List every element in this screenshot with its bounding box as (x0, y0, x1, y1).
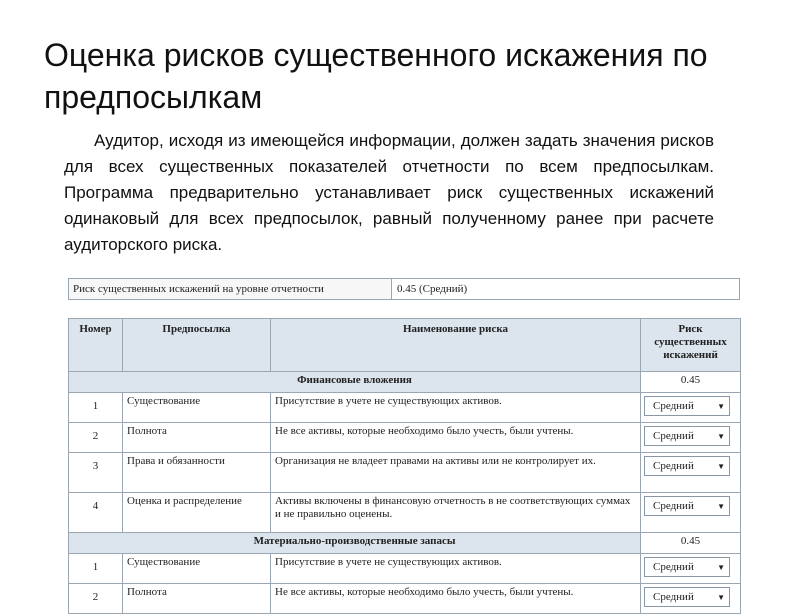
row-premise: Оценка и распределение (123, 493, 271, 533)
risk-level-value: Средний (653, 590, 694, 603)
row-num: 1 (69, 554, 123, 584)
row-premise: Полнота (123, 423, 271, 453)
risk-form-screenshot (68, 278, 740, 603)
table-row (69, 423, 741, 453)
header-num: Номер (69, 319, 123, 372)
chevron-down-icon: ▼ (717, 401, 725, 411)
risk-level-value: Средний (653, 399, 694, 412)
group-name: Материально-производственные запасы (69, 533, 641, 554)
chevron-down-icon: ▼ (717, 431, 725, 441)
header-premise: Предпосылка (123, 319, 271, 372)
summary-label: Риск существенных искажений на уровне отчетности (69, 279, 392, 299)
group-name: Финансовые вложения (69, 372, 641, 393)
group-value: 0.45 (641, 372, 741, 393)
row-risk-name: Присутствие в учете не существующих активов. (271, 554, 641, 584)
risk-level-value: Средний (653, 560, 694, 573)
chevron-down-icon: ▼ (717, 562, 725, 572)
row-num: 2 (69, 584, 123, 614)
row-risk-name: Не все активы, которые необходимо было учесть, были учтены. (271, 584, 641, 614)
row-risk-name: Присутствие в учете не существующих активов. (271, 393, 641, 423)
risk-level-value: Средний (653, 459, 694, 472)
summary-value: 0.45 (Средний) (397, 283, 468, 295)
intro-paragraph: Аудитор, исходя из имеющейся информации, должен задать значения рисков для всех существенных показателей отчетности по всем предпосылкам. Программа предварительно устанавливает риск существенных искажений одинаковый для всех предпосылок, равный полученному ранее при расчете аудиторского риска. (64, 131, 714, 254)
group-row (69, 533, 741, 554)
row-num: 1 (69, 393, 123, 423)
row-premise: Существование (123, 554, 271, 584)
chevron-down-icon: ▼ (717, 501, 725, 511)
row-num: 2 (69, 423, 123, 453)
table-row (69, 554, 741, 584)
table-header-row (69, 319, 741, 372)
risk-table (68, 318, 741, 614)
group-row (69, 372, 741, 393)
table-row (69, 584, 741, 614)
header-risk-name: Наименование риска (271, 319, 641, 372)
row-risk-name: Активы включены в финансовую отчетность в не соответствующих суммах и не правильно оценены. (271, 493, 641, 533)
header-risk-level: Риск существенных искажений (641, 319, 741, 372)
row-premise: Существование (123, 393, 271, 423)
group-value: 0.45 (641, 533, 741, 554)
chevron-down-icon: ▼ (717, 592, 725, 602)
row-risk-name: Не все активы, которые необходимо было учесть, были учтены. (271, 423, 641, 453)
table-row (69, 453, 741, 493)
row-premise: Права и обязанности (123, 453, 271, 493)
risk-level-select[interactable] (644, 396, 730, 416)
row-risk-name: Организация не владеет правами на активы или не контролирует их. (271, 453, 641, 493)
chevron-down-icon: ▼ (717, 461, 725, 471)
row-num: 4 (69, 493, 123, 533)
risk-level-select[interactable] (644, 557, 730, 577)
risk-level-select[interactable] (644, 587, 730, 607)
slide-title: Оценка рисков существенного искажения по предпосылкам (44, 37, 708, 115)
summary-row (68, 278, 740, 300)
table-row (69, 393, 741, 423)
risk-level-value: Средний (653, 499, 694, 512)
risk-level-select[interactable] (644, 456, 730, 476)
row-num: 3 (69, 453, 123, 493)
risk-level-select[interactable] (644, 426, 730, 446)
table-row (69, 493, 741, 533)
risk-level-select[interactable] (644, 496, 730, 516)
row-premise: Полнота (123, 584, 271, 614)
risk-level-value: Средний (653, 429, 694, 442)
